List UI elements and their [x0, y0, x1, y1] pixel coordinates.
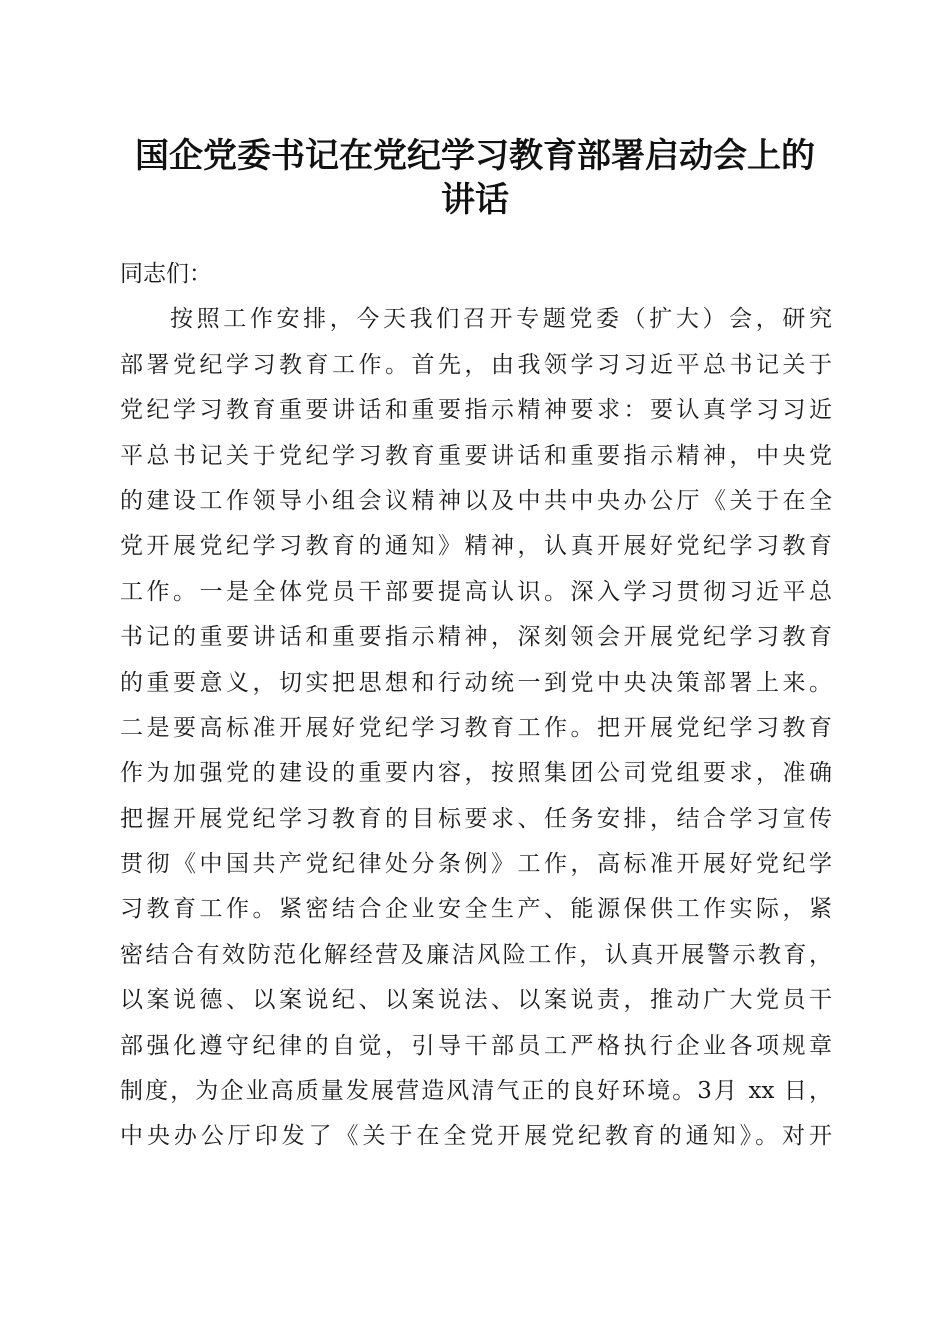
paragraph-line: 部强化遵守纪律的自觉，引导干部员工严格执行企业各项规章 [120, 1032, 832, 1059]
paragraph-line: 贯彻《中国共产党纪律处分条例》工作，高标准开展好党纪学 [120, 851, 832, 878]
paragraph-line: 作为加强党的建设的重要内容，按照集团公司党组要求，准确 [120, 760, 832, 787]
paragraph-line: 按照工作安排，今天我们召开专题党委（扩大）会，研究 [170, 306, 832, 333]
paragraph-line: 密结合有效防范化解经营及廉洁风险工作，认真开展警示教育， [120, 941, 832, 968]
paragraph-line: 把握开展党纪学习教育的目标要求、任务安排，结合学习宣传 [120, 805, 832, 832]
paragraph-line: 党纪学习教育重要讲话和重要指示精神要求：要认真学习习近 [120, 397, 832, 424]
paragraph-line: 制度，为企业高质量发展营造风清气正的良好环境。3月 xx 日， [120, 1078, 832, 1105]
paragraph-line: 书记的重要讲话和重要指示精神，深刻领会开展党纪学习教育 [120, 624, 832, 651]
paragraph-line: 习教育工作。紧密结合企业安全生产、能源保供工作实际，紧 [120, 896, 832, 923]
document-body [120, 252, 832, 1160]
paragraph-line: 的建设工作领导小组会议精神以及中共中央办公厅《关于在全 [120, 487, 832, 514]
paragraph-line: 部署党纪学习教育工作。首先，由我领学习习近平总书记关于 [120, 351, 832, 378]
paragraph-line: 的重要意义，切实把思想和行动统一到党中央决策部署上来。 [120, 669, 832, 696]
title-line-2: 讲话 [441, 180, 509, 220]
paragraph-line: 工作。一是全体党员干部要提高认识。深入学习贯彻习近平总 [120, 578, 832, 605]
paragraph-line: 中央办公厅印发了《关于在全党开展党纪教育的通知》。对开 [120, 1123, 832, 1150]
paragraph-line: 党开展党纪学习教育的通知》精神，认真开展好党纪学习教育 [120, 533, 832, 560]
paragraph-line: 二是要高标准开展好党纪学习教育工作。把开展党纪学习教育 [120, 714, 832, 741]
document-title [100, 134, 850, 222]
paragraph-line: 以案说德、以案说纪、以案说法、以案说责，推动广大党员干 [120, 987, 832, 1014]
title-line-1: 国企党委书记在党纪学习教育部署启动会上的 [135, 136, 815, 176]
salutation: 同志们： [120, 261, 212, 287]
paragraph-line: 平总书记关于党纪学习教育重要讲话和重要指示精神，中央党 [120, 442, 832, 469]
